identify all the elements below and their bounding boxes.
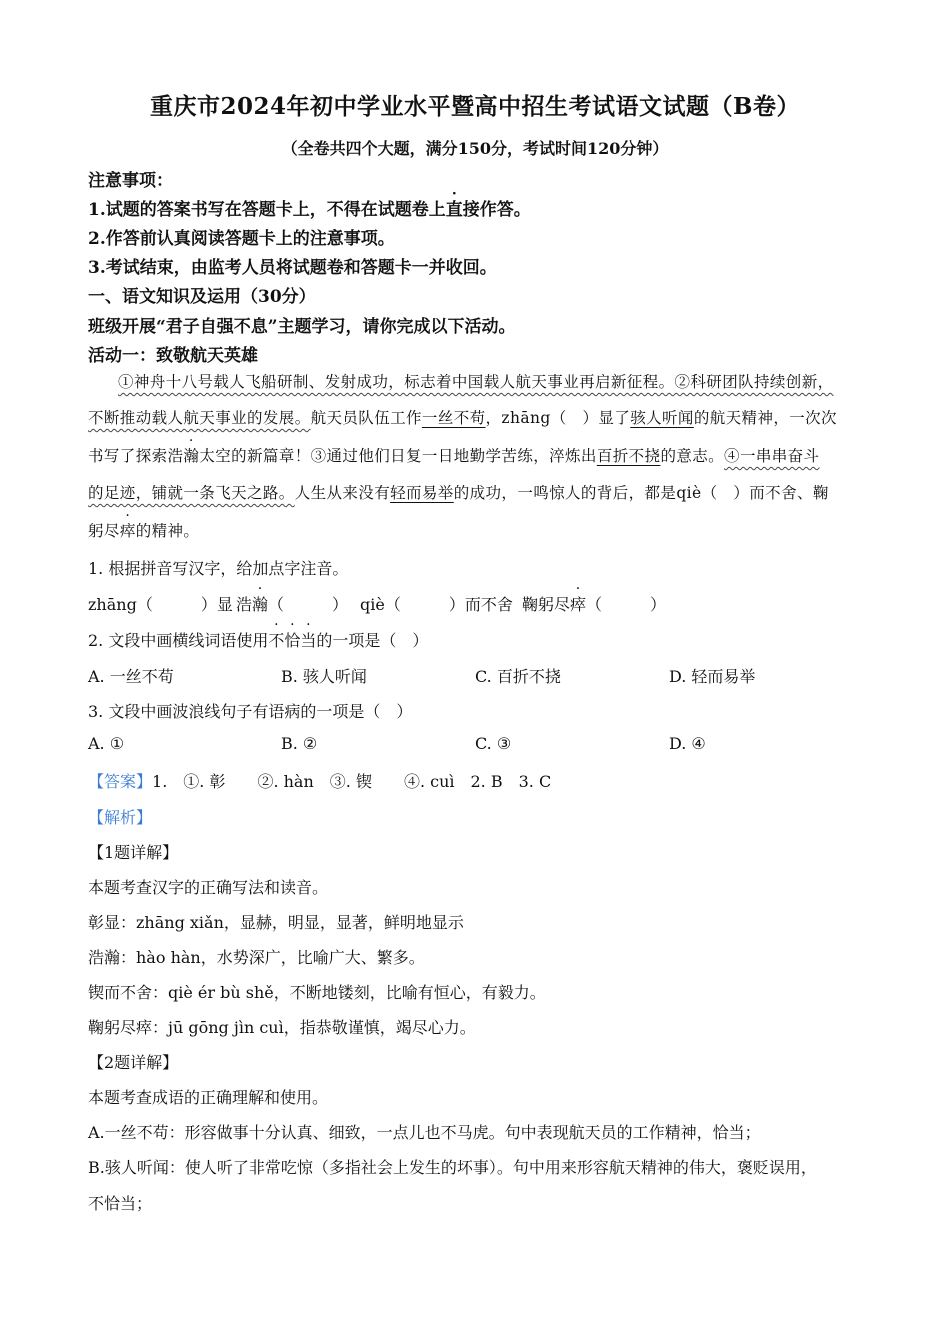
detail-1-line-1: 彰显：zhāng xiǎn，显赫，明显，显著，鲜明地显示 <box>88 913 464 932</box>
detail-1-heading: 【1题详解】 <box>88 843 179 862</box>
answer-line <box>88 769 551 792</box>
q2-option-d: D. 轻而易举 <box>669 667 756 686</box>
answer-text: 1. ①. 彰 ②. hàn ③. 锲 ④. cuì 2. B 3. C <box>152 772 552 791</box>
wavy-sentence: ①神舟十八号载人飞船研制、发射成功，标志着中国载人航天事业再启新征程。②科研团队持续创新， <box>118 373 834 391</box>
q1-blank-3: qiè（ ）而不舍 <box>360 595 513 614</box>
q3-option-b: B. ② <box>281 734 318 753</box>
underlined-idiom: 一丝不苟 <box>421 409 486 427</box>
analysis-label: 【解析】 <box>88 808 153 827</box>
emphasis-dot-char: 瘁 <box>570 595 587 614</box>
emphasis-dot-char: 当 <box>300 631 317 650</box>
wavy-sentence: ④一串串奋斗 <box>724 447 820 465</box>
answer-label: 【答案】 <box>88 772 153 791</box>
q2-option-c: C. 百折不挠 <box>475 667 561 686</box>
detail-2-intro: 本题考查成语的正确理解和使用。 <box>88 1088 329 1107</box>
q1-blank-1: zhāng（ ）显 <box>88 595 233 614</box>
activity-heading: 活动一：致敬航天英雄 <box>88 346 258 366</box>
emphasis-dot-char: 瘁 <box>119 522 136 540</box>
emphasis-dot-char: 不 <box>268 631 285 650</box>
q3-option-c: C. ③ <box>475 734 512 753</box>
detail-2-option-a: A.一丝不苟：形容做事十分认真、细致，一点儿也不马虎。句中表现航天员的工作精神，恰当； <box>88 1123 761 1142</box>
detail-2-heading: 【2题详解】 <box>88 1053 179 1072</box>
passage-line-4: 的足迹，铺就一条飞天之路。人生从来没有轻而易举的成功，一鸣惊人的背后，都是qiè（ ）而不舍、鞠 <box>88 484 829 502</box>
notice-item-2: 2.作答前认真阅读答题卡上的注意事项。 <box>88 229 395 249</box>
theme-intro: 班级开展“君子自强不息”主题学习，请你完成以下活动。 <box>88 317 516 337</box>
q2-option-a: A. 一丝不苟 <box>88 667 174 686</box>
detail-1-line-2: 浩瀚：hào hàn，水势深广，比喻广大、繁多。 <box>88 948 425 967</box>
question-2-stem: 2. 文段中画横线词语使用不恰当的一项是（ ） <box>88 631 429 650</box>
emphasis-dot-char: 瀚 <box>252 595 269 614</box>
wavy-sentence: 不断推动载人航天事业的发展。 <box>88 409 311 427</box>
q1-blank-2: 浩瀚（ ） <box>236 595 349 614</box>
page-title: 重庆市2024年初中学业水平暨高中招生考试语文试题（B卷） <box>150 93 800 120</box>
question-3-stem: 3. 文段中画波浪线句子有语病的一项是（ ） <box>88 702 413 721</box>
emphasis-dot-char: 直 <box>445 200 463 220</box>
q2-option-b: B. 骇人听闻 <box>281 667 367 686</box>
section-heading: 一、语文知识及运用（30分） <box>88 287 316 307</box>
underlined-idiom: 百折不挠 <box>596 447 661 465</box>
notice-item-3: 3.考试结束，由监考人员将试题卷和答题卡一并收回。 <box>88 258 497 278</box>
detail-2-option-b-cont: 不恰当； <box>88 1194 153 1213</box>
emphasis-dot-char: 恰 <box>284 631 301 650</box>
detail-1-line-4: 鞠躬尽瘁：jū gōng jìn cuì，指恭敬谨慎，竭尽心力。 <box>88 1018 476 1037</box>
detail-1-intro: 本题考查汉字的正确写法和读音。 <box>88 878 329 897</box>
passage-line-5: 躬尽瘁的精神。 <box>88 522 200 540</box>
emphasis-dot-char: 瀚 <box>183 447 200 465</box>
passage-line-1 <box>118 370 834 392</box>
detail-2-option-b: B.骇人听闻：使人听了非常吃惊（多指社会上发生的坏事）。句中用来形容航天精神的伟大，褒贬误用， <box>88 1158 817 1177</box>
passage-line-3: 书写了探索浩瀚太空的新篇章！③通过他们日复一日地勤学苦练，淬炼出百折不挠的意志。④一串串奋斗 <box>88 447 820 465</box>
underlined-idiom: 轻而易举 <box>390 484 454 502</box>
detail-1-line-3: 锲而不舍：qiè ér bù shě，不断地镂刻，比喻有恒心，有毅力。 <box>88 983 546 1002</box>
wavy-sentence: 的足迹，铺就一条飞天之路。 <box>88 484 295 502</box>
q1-blank-4: 鞠躬尽瘁（ ） <box>522 595 667 614</box>
notice-heading: 注意事项： <box>88 171 173 191</box>
q3-option-d: D. ④ <box>669 734 706 753</box>
question-1-stem: 1. 根据拼音写汉字，给加点字注音。 <box>88 559 349 578</box>
notice-item-1: 1.试题的答案书写在答题卡上，不得在试题卷上直接作答。 <box>88 200 531 220</box>
q3-option-a: A. ① <box>88 734 125 753</box>
page-subtitle: （全卷共四个大题，满分150分，考试时间120分钟） <box>281 139 669 158</box>
underlined-idiom: 骇人听闻 <box>630 409 694 427</box>
passage-line-2: 不断推动载人航天事业的发展。航天员队伍工作一丝不苟，zhāng（ ）显了骇人听闻的航天精神，一次次 <box>88 409 837 427</box>
